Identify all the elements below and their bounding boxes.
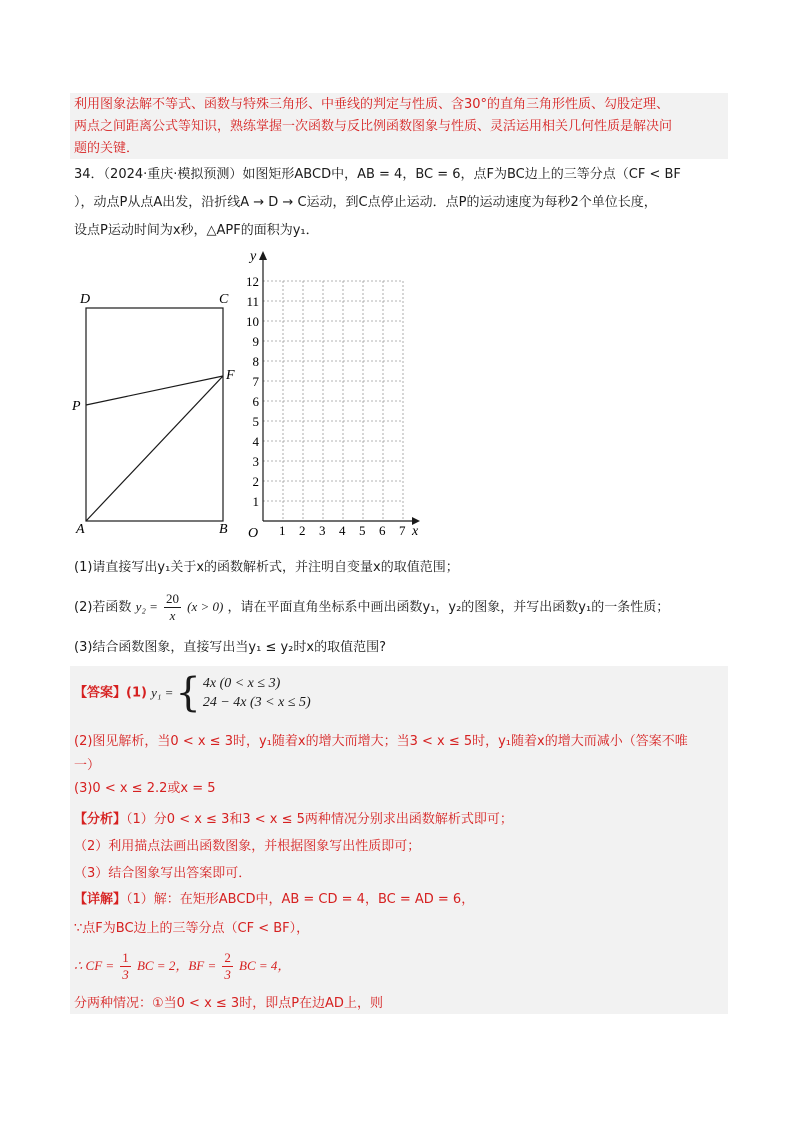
y-tick-label: 2 [252,474,259,489]
x-tick-label: 1 [279,523,286,538]
answer-piecewise [151,670,311,716]
part2-pre: (2)若函数 [74,600,132,615]
axis-x-label: x [412,524,419,539]
part2 [74,590,669,625]
label-b: B [219,522,228,537]
part2-func: y₂ = [135,599,158,614]
analysis-step2: （2）利用描点法画出函数图象，并根据图象写出性质即可； [74,839,421,854]
y-tick-labels [246,274,260,509]
detail-frac1 [120,950,131,983]
y-tick-label: 12 [246,274,259,289]
y-tick-label: 11 [246,294,259,309]
label-p: P [72,399,81,414]
answer-part1 [74,670,311,716]
x-tick-label: 4 [339,523,346,538]
grid [263,281,403,521]
part2-cond: (x > 0) [187,599,224,614]
detail-frac2 [222,950,233,983]
detail-line3-post: BC = 4， [239,958,291,973]
detail-line1 [74,890,474,910]
analysis-step3: （3）结合图象写出答案即可． [74,866,252,881]
detail-frac1-den: 3 [122,967,129,982]
part2-post: ，请在平面直角坐标系中画出函数y₁，y₂的图象，并写出函数y₁的一条性质； [227,600,670,615]
segment-pf [86,376,223,405]
axis-y-label: y [250,249,257,264]
y-tick-label: 7 [252,374,259,389]
question-text-1: 如图矩形ABCD中，AB = 4，BC = 6，点F为BC边上的三等分点（CF < BF [242,167,681,182]
question-source: （2024·重庆·模拟预测） [103,167,243,182]
analysis-step1 [74,810,513,830]
prev-conclusion-line2: 两点之间距离公式等知识，熟练掌握一次函数与反比例函数图象与性质、灵活运用相关几何性质是解决问 [74,119,673,134]
analysis-tag: 【分析】 [74,812,127,827]
prev-conclusion-line1: 利用图象法解不等式、函数与特殊三角形、中垂线的判定与性质、含30°的直角三角形性质、勾股定理、 [74,97,670,112]
part3: (3)结合函数图象，直接写出当y₁ ≤ y₂时x的取值范围? [74,640,386,655]
y-tick-label: 6 [252,394,259,409]
question-line2: ），动点P从点A出发，沿折线A → D → C运动，到C点停止运动．点P的运动速度为每秒2个单位长度， [74,195,657,210]
origin-label: O [248,526,259,541]
answer-case1: 4x (0 < x ≤ 3) [202,676,281,691]
brace-icon: { [175,670,201,716]
detail-line4: 分两种情况：①当0 < x ≤ 3时，即点P在边AD上，则 [74,996,383,1011]
answer-case2: 24 − 4x (3 < x ≤ 5) [202,695,311,710]
y-tick-label: 3 [252,454,259,469]
part2-fraction [164,591,181,624]
label-f: F [226,368,235,383]
y-tick-label: 9 [252,334,259,349]
y-axis-arrow [259,251,267,260]
figure [0,248,800,548]
y-tick-label: 1 [252,494,259,509]
label-a: A [76,522,85,537]
prev-conclusion-line3: 题的关键． [74,141,140,156]
detail-frac1-num: 1 [122,950,129,965]
rectangle-abcd [86,308,223,521]
answer-part3: (3)0 < x ≤ 2.2或x = 5 [74,781,216,796]
question-line1 [74,165,681,185]
answer-tag: 【答案】 [74,685,127,701]
answer-y1: y₁ = [151,685,174,700]
analysis-step1-text: （1）分0 < x ≤ 3和3 < x ≤ 5两种情况分别求出函数解析式即可； [126,812,513,827]
part2-num: 20 [166,591,180,606]
detail-line3-pre: ∴ CF = [74,958,115,973]
y-tick-label: 4 [252,434,259,449]
part2-den: x [169,608,176,623]
x-tick-label: 6 [379,523,386,538]
x-tick-label: 5 [359,523,366,538]
detail-frac2-num: 2 [224,950,231,965]
detail-line2: ∵点F为BC边上的三等分点（CF < BF）， [74,921,310,936]
detail-line1-text: （1）解：在矩形ABCD中，AB = CD = 4，BC = AD = 6， [126,892,475,907]
y-tick-label: 8 [252,354,259,369]
detail-line3 [74,948,290,985]
answer-part1-label: (1) [126,685,147,701]
detail-line3-mid: BC = 2，BF = [136,958,217,973]
x-tick-label: 7 [399,523,406,538]
segment-af [86,376,223,521]
question-number: 34． [74,167,104,182]
x-tick-label: 2 [299,523,306,538]
answer-part2-line2: 一） [74,758,101,773]
y-tick-label: 5 [252,414,259,429]
label-d: D [80,292,91,307]
detail-tag: 【详解】 [74,892,127,907]
y-tick-label: 10 [246,314,259,329]
answer-part2-line1: (2)图见解析，当0 < x ≤ 3时，y₁随着x的增大而增大；当3 < x ≤ 5时，y₁随着x的增大而减小（答案不唯 [74,734,688,749]
x-tick-labels [279,523,406,538]
detail-frac2-den: 3 [224,967,231,982]
label-c: C [219,292,229,307]
part1: (1)请直接写出y₁关于x的函数解析式，并注明自变量x的取值范围； [74,560,459,575]
question-line3: 设点P运动时间为x秒，△APF的面积为y₁． [74,223,319,238]
x-tick-label: 3 [319,523,326,538]
